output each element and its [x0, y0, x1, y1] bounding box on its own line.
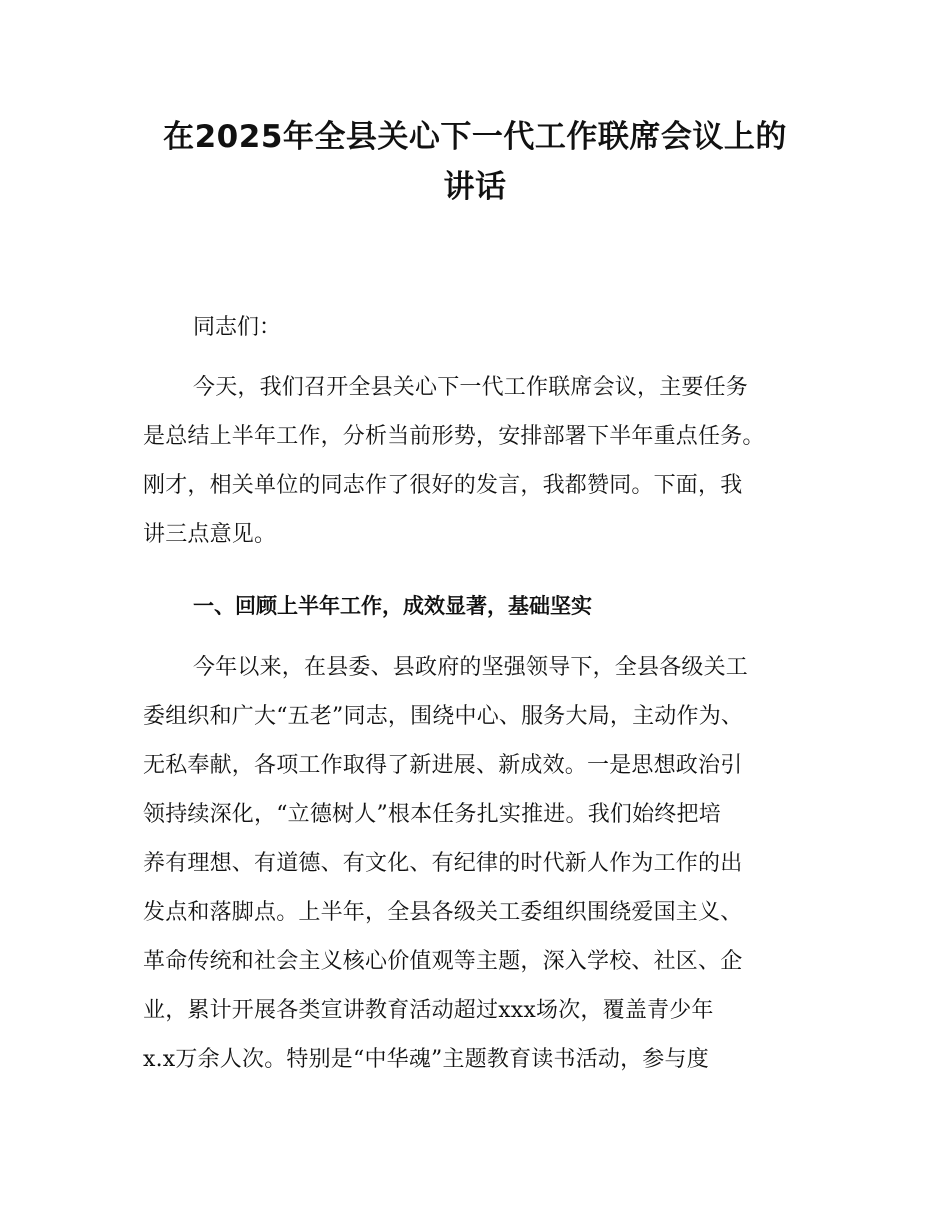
body-line: 无私奉献，各项工作取得了新进展、新成效。一是思想政治引 — [143, 753, 743, 778]
section-1-heading: 一、回顾上半年工作，成效显著，基础坚实 — [193, 594, 592, 618]
body-line: 革命传统和社会主义核心价值观等主题，深入学校、社区、企 — [143, 949, 743, 974]
body-line: 今年以来，在县委、县政府的坚强领导下，全县各级关工 — [193, 655, 749, 680]
intro-line: 今天，我们召开全县关心下一代工作联席会议，主要任务 — [193, 375, 749, 400]
body-line: x.x万余人次。特别是“中华魂”主题教育读书活动，参与度 — [143, 1047, 709, 1072]
body-line: 发点和落脚点。上半年，全县各级关工委组织围绕爱国主义、 — [143, 900, 743, 925]
title-line-2: 讲话 — [443, 169, 507, 205]
intro-line: 是总结上半年工作，分析当前形势，安排部署下半年重点任务。 — [143, 424, 765, 449]
intro-line: 讲三点意见。 — [143, 522, 277, 547]
salutation: 同志们： — [193, 315, 282, 340]
document-title — [110, 112, 840, 212]
body-line: 养有理想、有道德、有文化、有纪律的时代新人作为工作的出 — [143, 851, 743, 876]
title-line-1: 在2025年全县关心下一代工作联席会议上的 — [163, 119, 787, 155]
body-line: 委组织和广大“五老”同志，围绕中心、服务大局，主动作为、 — [143, 704, 744, 729]
intro-paragraph — [143, 363, 823, 559]
intro-line: 刚才，相关单位的同志作了很好的发言，我都赞同。下面，我 — [143, 473, 743, 498]
section-1-paragraph — [143, 643, 823, 1084]
body-line: 业，累计开展各类宣讲教育活动超过xxx场次，覆盖青少年 — [143, 998, 714, 1023]
body-line: 领持续深化，“立德树人”根本任务扎实推进。我们始终把培 — [143, 802, 721, 827]
